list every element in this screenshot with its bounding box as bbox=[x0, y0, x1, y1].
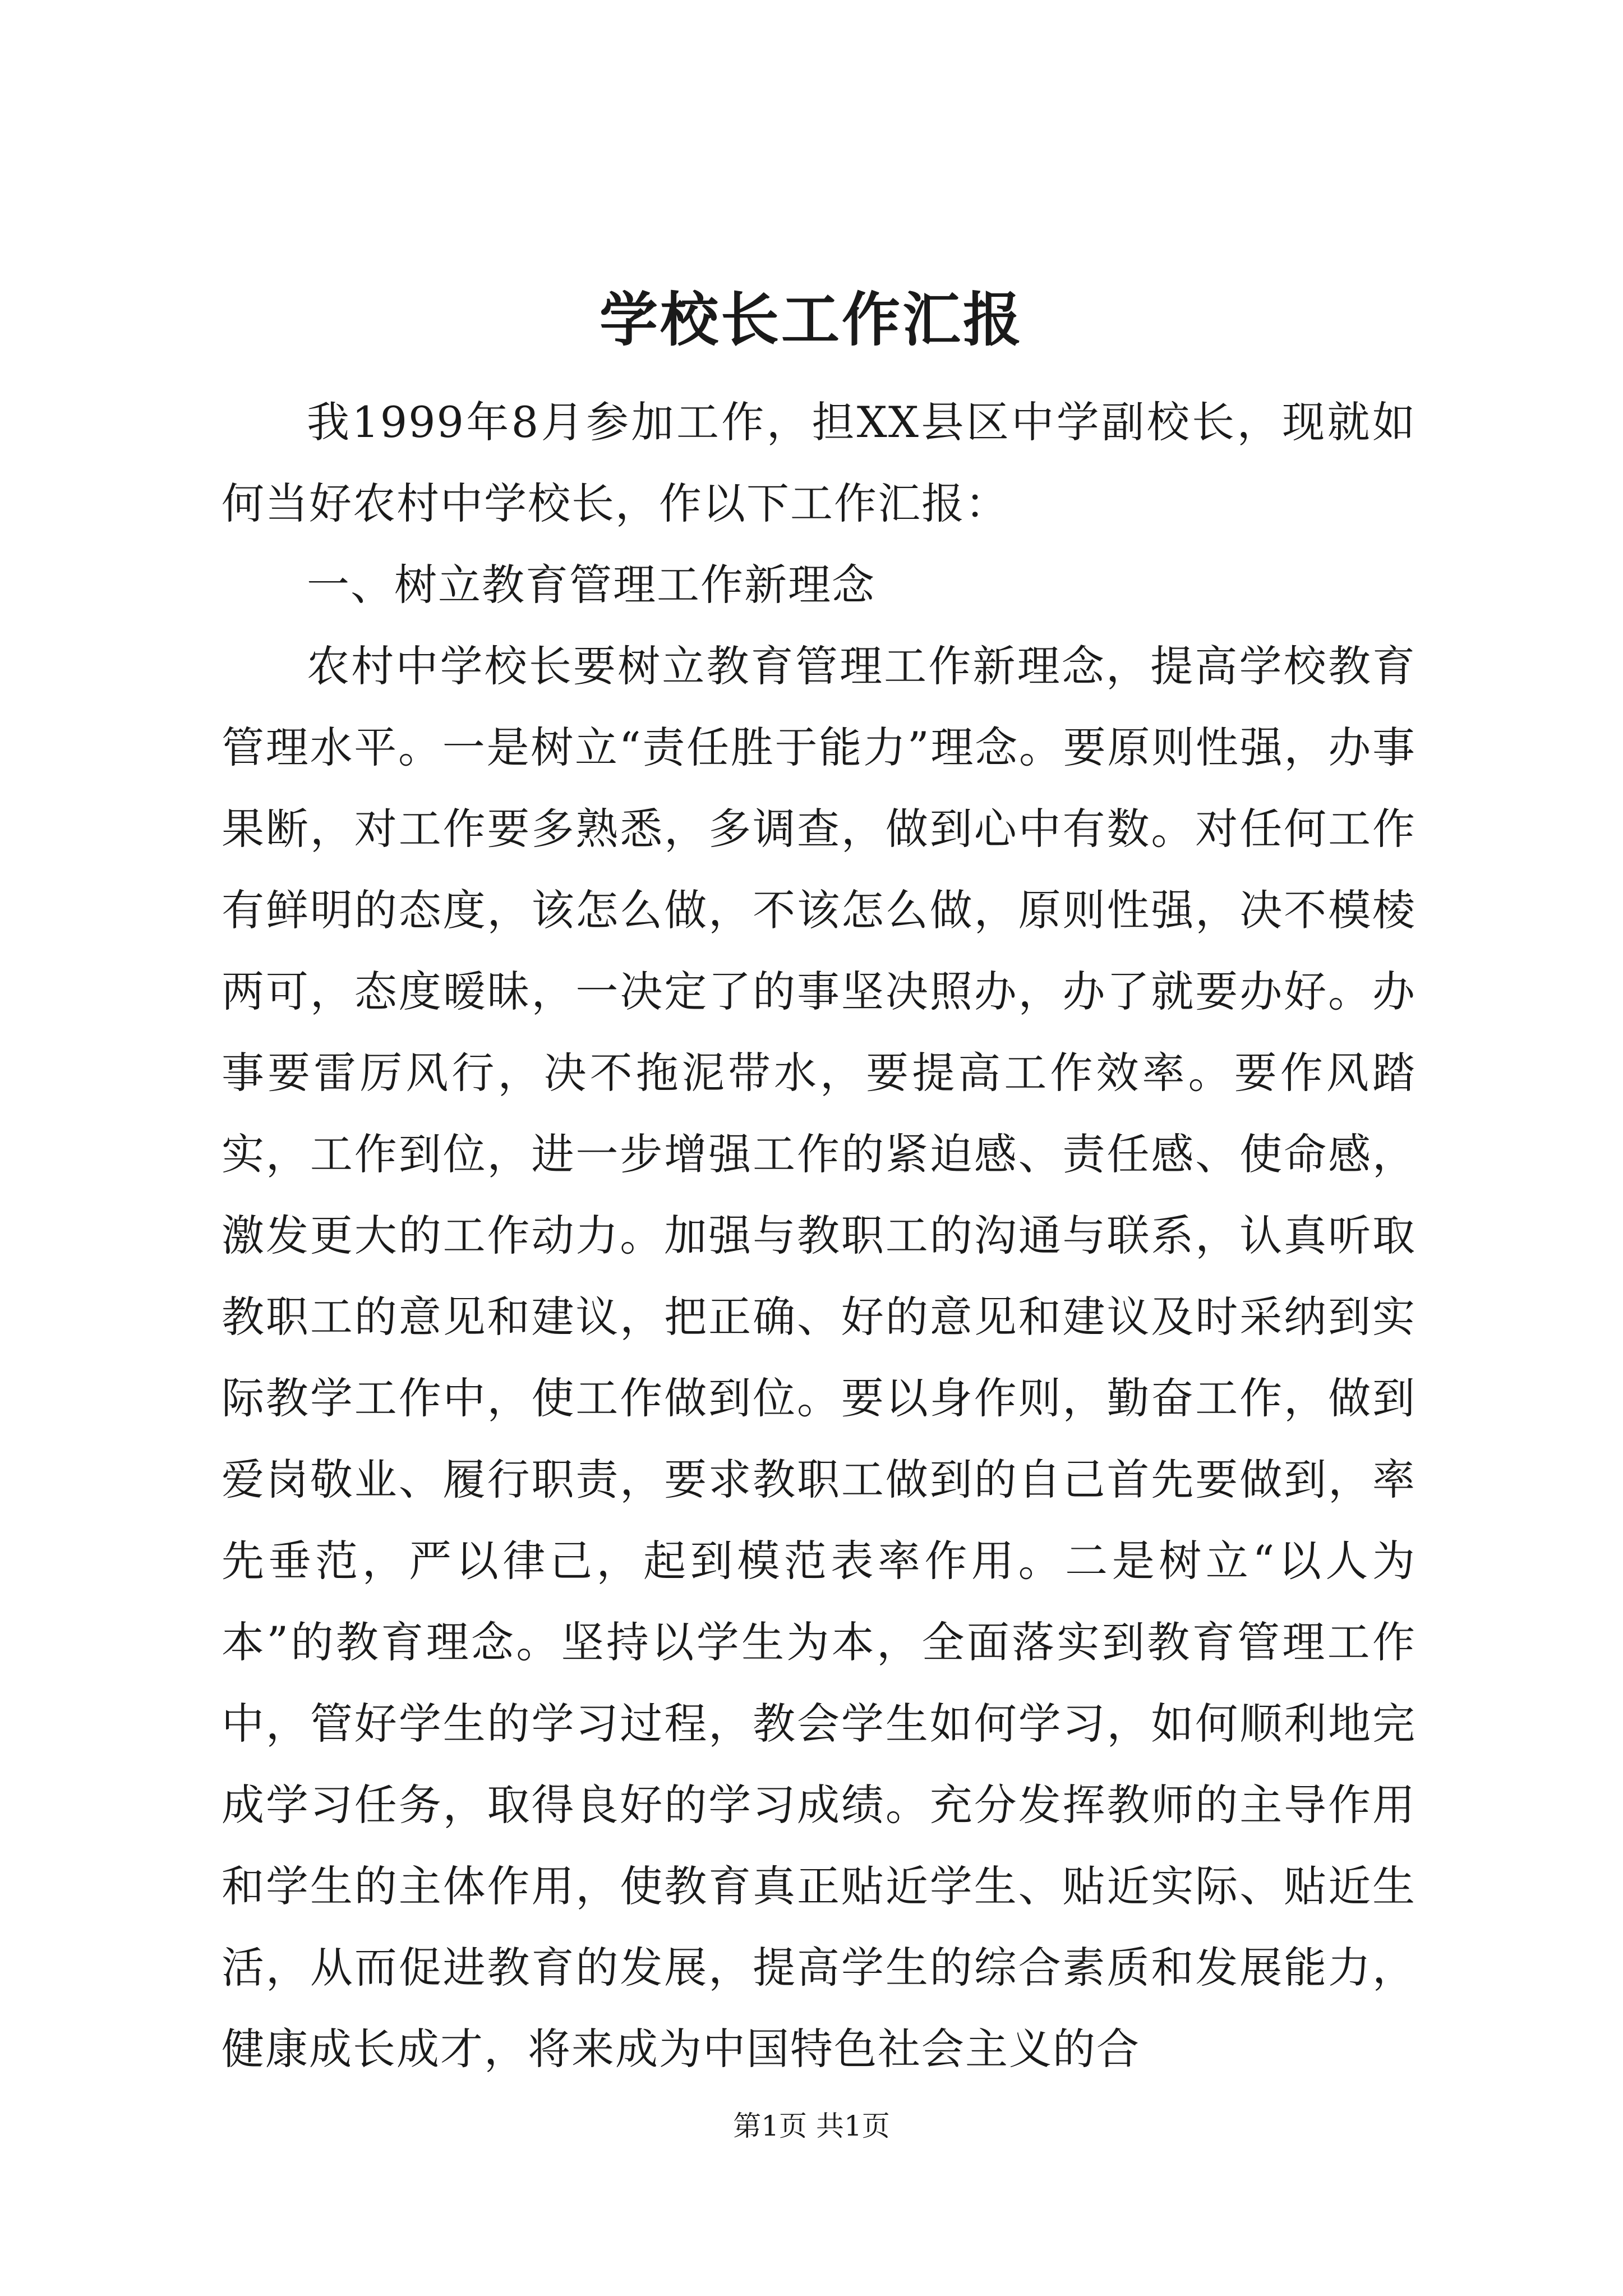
document-body bbox=[222, 381, 1416, 2090]
section-heading: 一、树立教育管理工作新理念 bbox=[307, 560, 875, 610]
page-footer: 第1页 共1页 bbox=[733, 2110, 890, 2142]
intro-paragraph: 我1999年8月参加工作，担XX县区中学副校长，现就如何当好农村中学校长，作以下工作汇报： bbox=[222, 397, 1416, 528]
document-title: 学校长工作汇报 bbox=[599, 285, 1023, 354]
body-paragraph: 农村中学校长要树立教育管理工作新理念，提高学校教育管理水平。一是树立“责任胜于能力”理念。要原则性强，办事果断，对工作要多熟悉，多调查，做到心中有数。对任何工作有鲜明的态度，该怎么做，不该怎么做，原则性强，决不模棱两可，态度暧昧，一决定了的事坚决照办，办了就要办好。办事要雷厉风行，决不拖泥带水，要提高工作效率。要作风踏实，工作到位，进一步增强工作的紧迫感、责任感、使命感，激发更大的工作动力。加强与教职工的沟通与联系，认真听取教职工的意见和建议，把正确、好的意见和建议及时采纳到实际教学工作中，使工作做到位。要以身作则，勤奋工作，做到爱岗敬业、履行职责，要求教职工做到的自己首先要做到，率先垂范，严以律己，起到模范表率作用。二是树立“以人为本”的教育理念。坚持以学生为本，全面落实到教育管理工作中，管好学生的学习过程，教会学生如何学习，如何顺利地完成学习任务，取得良好的学习成绩。充分发挥教师的主导作用和学生的主体作用，使教育真正贴近学生、贴近实际、贴近生活，从而促进教育的发展，提高学生的综合素质和发展能力，健康成长成才，将来成为中国特色社会主义的合 bbox=[222, 641, 1416, 2074]
